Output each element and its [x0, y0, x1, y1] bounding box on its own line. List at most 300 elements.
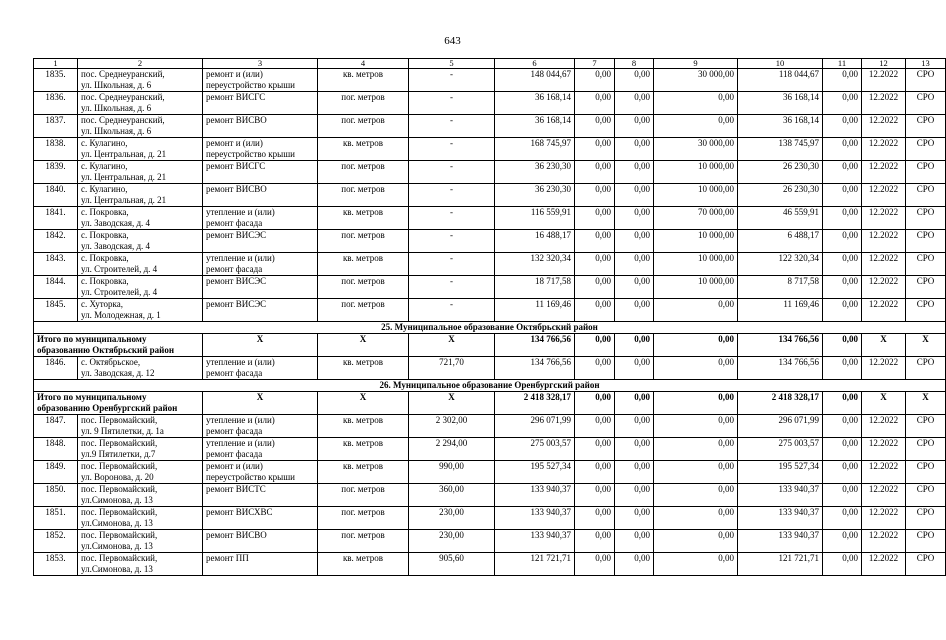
column-number-3: 3 [203, 59, 318, 69]
method-cell: СРО [906, 553, 946, 576]
address-cell-line-2: ул. Строителей, д. 4 [81, 287, 158, 297]
method-cell: СРО [906, 115, 946, 138]
subtotal-label-line-1: Итого по муниципальному [37, 334, 147, 344]
work-type-cell-line-2: ремонт фасада [206, 426, 263, 436]
work-type-cell-line-1: ремонт ВИСВО [206, 530, 267, 540]
volume-cell: 990,00 [409, 461, 495, 484]
col7-cell: 0,00 [575, 461, 615, 484]
work-type-cell-line-2: переустройство крыши [206, 149, 295, 159]
work-type-cell [203, 276, 318, 299]
col11-cell: 0,00 [823, 507, 862, 530]
col8-cell: 0,00 [615, 357, 654, 380]
address-cell-line-1: пос. Среднеуранский, [81, 115, 165, 125]
col7-cell: 0,00 [575, 276, 615, 299]
address-cell [78, 507, 203, 530]
work-type-cell [203, 507, 318, 530]
address-cell [78, 230, 203, 253]
table-row [34, 161, 946, 184]
col11-cell: 0,00 [823, 92, 862, 115]
col10-cell: 36 168,14 [738, 92, 823, 115]
unit-cell: кв. метров [318, 438, 409, 461]
address-cell-line-1: пос. Первомайский, [81, 415, 158, 425]
unit-cell: пог. метров [318, 184, 409, 207]
work-type-cell [203, 230, 318, 253]
col11-cell: 0,00 [823, 138, 862, 161]
deadline-cell: 12.2022 [862, 253, 906, 276]
col10-cell: 275 003,57 [738, 438, 823, 461]
col8-cell: 0,00 [615, 507, 654, 530]
column-number-7: 7 [575, 59, 615, 69]
row-number: 1840. [34, 184, 78, 207]
address-cell [78, 438, 203, 461]
unit-cell: пог. метров [318, 115, 409, 138]
table-row [34, 184, 946, 207]
unit-cell: пог. метров [318, 161, 409, 184]
col9-cell: 10 000,00 [654, 253, 738, 276]
table-row [34, 276, 946, 299]
unit-cell: кв. метров [318, 253, 409, 276]
unit-cell: кв. метров [318, 461, 409, 484]
subtotal-cell: 0,00 [654, 334, 738, 357]
page-number: 643 [444, 35, 461, 47]
address-cell-line-1: с. Покровка, [81, 276, 129, 286]
table-row [34, 438, 946, 461]
total-cost-cell: 36 230,30 [495, 161, 575, 184]
address-cell-line-2: ул. Воронова, д. 20 [81, 472, 154, 482]
volume-cell: - [409, 161, 495, 184]
subtotal-cell: X [203, 392, 318, 415]
deadline-cell: 12.2022 [862, 161, 906, 184]
row-number: 1844. [34, 276, 78, 299]
col8-cell: 0,00 [615, 530, 654, 553]
table-row [34, 69, 946, 92]
work-type-cell-line-2: ремонт фасада [206, 368, 263, 378]
column-number-10: 10 [738, 59, 823, 69]
col7-cell: 0,00 [575, 299, 615, 322]
col8-cell: 0,00 [615, 138, 654, 161]
col10-cell: 36 168,14 [738, 115, 823, 138]
method-cell: СРО [906, 415, 946, 438]
total-cost-cell: 121 721,71 [495, 553, 575, 576]
address-cell [78, 115, 203, 138]
col7-cell: 0,00 [575, 92, 615, 115]
method-cell: СРО [906, 138, 946, 161]
address-cell-line-1: пос. Первомайский, [81, 530, 158, 540]
deadline-cell: 12.2022 [862, 484, 906, 507]
col11-cell: 0,00 [823, 357, 862, 380]
col11-cell: 0,00 [823, 461, 862, 484]
total-cost-cell: 133 940,37 [495, 484, 575, 507]
address-cell [78, 253, 203, 276]
total-cost-cell: 296 071,99 [495, 415, 575, 438]
col7-cell: 0,00 [575, 115, 615, 138]
subtotal-cell: 0,00 [823, 392, 862, 415]
volume-cell: 2 294,00 [409, 438, 495, 461]
volume-cell: - [409, 92, 495, 115]
col11-cell: 0,00 [823, 230, 862, 253]
col8-cell: 0,00 [615, 161, 654, 184]
col9-cell: 30 000,00 [654, 69, 738, 92]
work-type-cell-line-2: ремонт фасада [206, 264, 263, 274]
total-cost-cell: 134 766,56 [495, 357, 575, 380]
work-type-cell [203, 438, 318, 461]
col10-cell: 26 230,30 [738, 184, 823, 207]
subtotal-cell: 2 418 328,17 [495, 392, 575, 415]
unit-cell: пог. метров [318, 484, 409, 507]
subtotal-cell: X [862, 334, 906, 357]
unit-cell: кв. метров [318, 207, 409, 230]
col8-cell: 0,00 [615, 230, 654, 253]
col9-cell: 0,00 [654, 92, 738, 115]
col11-cell: 0,00 [823, 207, 862, 230]
col10-cell: 133 940,37 [738, 530, 823, 553]
volume-cell: - [409, 230, 495, 253]
method-cell: СРО [906, 438, 946, 461]
column-number-5: 5 [409, 59, 495, 69]
capital-repair-table [33, 58, 946, 576]
col11-cell: 0,00 [823, 415, 862, 438]
total-cost-cell: 36 230,30 [495, 184, 575, 207]
unit-cell: пог. метров [318, 92, 409, 115]
unit-cell: кв. метров [318, 138, 409, 161]
col9-cell: 0,00 [654, 299, 738, 322]
work-type-cell-line-1: ремонт и (или) [206, 69, 263, 79]
work-type-cell [203, 530, 318, 553]
column-number-11: 11 [823, 59, 862, 69]
work-type-cell-line-2: ремонт фасада [206, 218, 263, 228]
col7-cell: 0,00 [575, 253, 615, 276]
total-cost-cell: 133 940,37 [495, 530, 575, 553]
table-row [34, 530, 946, 553]
address-cell [78, 415, 203, 438]
row-number: 1842. [34, 230, 78, 253]
deadline-cell: 12.2022 [862, 438, 906, 461]
work-type-cell [203, 69, 318, 92]
col11-cell: 0,00 [823, 530, 862, 553]
col11-cell: 0,00 [823, 553, 862, 576]
subtotal-cell: 0,00 [823, 334, 862, 357]
table-row [34, 115, 946, 138]
row-number: 1848. [34, 438, 78, 461]
column-number-12: 12 [862, 59, 906, 69]
address-cell-line-1: пос. Первомайский, [81, 553, 158, 563]
col8-cell: 0,00 [615, 484, 654, 507]
work-type-cell-line-1: ремонт ВИСТС [206, 484, 266, 494]
total-cost-cell: 195 527,34 [495, 461, 575, 484]
work-type-cell-line-1: ремонт ВИСГС [206, 92, 266, 102]
col8-cell: 0,00 [615, 69, 654, 92]
col8-cell: 0,00 [615, 92, 654, 115]
col10-cell: 6 488,17 [738, 230, 823, 253]
col8-cell: 0,00 [615, 276, 654, 299]
table-row [34, 357, 946, 380]
unit-cell: пог. метров [318, 230, 409, 253]
unit-cell: кв. метров [318, 553, 409, 576]
subtotal-cell: 0,00 [615, 392, 654, 415]
work-type-cell [203, 253, 318, 276]
unit-cell: пог. метров [318, 507, 409, 530]
subtotal-cell: 134 766,56 [738, 334, 823, 357]
row-number: 1839. [34, 161, 78, 184]
method-cell: СРО [906, 299, 946, 322]
subtotal-cell: 0,00 [575, 392, 615, 415]
subtotal-cell: X [203, 334, 318, 357]
work-type-cell-line-1: ремонт ВИСВО [206, 115, 267, 125]
table-row [34, 253, 946, 276]
unit-cell: кв. метров [318, 415, 409, 438]
total-cost-cell: 132 320,34 [495, 253, 575, 276]
row-number: 1850. [34, 484, 78, 507]
address-cell-line-2: ул.9 Пятилетки, д.7 [81, 449, 156, 459]
address-cell-line-1: пос. Первомайский, [81, 461, 158, 471]
deadline-cell: 12.2022 [862, 207, 906, 230]
address-cell [78, 461, 203, 484]
col9-cell: 0,00 [654, 530, 738, 553]
work-type-cell [203, 415, 318, 438]
col7-cell: 0,00 [575, 357, 615, 380]
table-row [34, 507, 946, 530]
address-cell-line-2: ул.Симонова, д. 13 [81, 541, 153, 551]
work-type-cell-line-1: утепление и (или) [206, 207, 275, 217]
table-row [34, 553, 946, 576]
col10-cell: 118 044,67 [738, 69, 823, 92]
col8-cell: 0,00 [615, 553, 654, 576]
subtotal-cell: X [409, 334, 495, 357]
col11-cell: 0,00 [823, 299, 862, 322]
subtotal-cell: X [409, 392, 495, 415]
col11-cell: 0,00 [823, 115, 862, 138]
work-type-cell [203, 161, 318, 184]
address-cell-line-1: с. Хуторка, [81, 299, 123, 309]
address-cell-line-1: пос. Первомайский, [81, 484, 158, 494]
volume-cell: 721,70 [409, 357, 495, 380]
unit-cell: пог. метров [318, 276, 409, 299]
method-cell: СРО [906, 276, 946, 299]
address-cell [78, 553, 203, 576]
col11-cell: 0,00 [823, 484, 862, 507]
row-number: 1836. [34, 92, 78, 115]
method-cell: СРО [906, 92, 946, 115]
deadline-cell: 12.2022 [862, 461, 906, 484]
method-cell: СРО [906, 461, 946, 484]
table-row [34, 299, 946, 322]
deadline-cell: 12.2022 [862, 184, 906, 207]
total-cost-cell: 275 003,57 [495, 438, 575, 461]
address-cell-line-2: ул. Школьная, д. 6 [81, 80, 152, 90]
work-type-cell [203, 461, 318, 484]
col11-cell: 0,00 [823, 184, 862, 207]
section-title: 26. Муниципальное образование Оренбургский район [34, 380, 946, 392]
col8-cell: 0,00 [615, 438, 654, 461]
section-heading [34, 380, 946, 392]
address-cell-line-1: пос. Среднеуранский, [81, 92, 165, 102]
col7-cell: 0,00 [575, 507, 615, 530]
row-number: 1846. [34, 357, 78, 380]
col9-cell: 0,00 [654, 461, 738, 484]
address-cell-line-2: ул. Центральная, д. 21 [81, 172, 167, 182]
total-cost-cell: 116 559,91 [495, 207, 575, 230]
work-type-cell [203, 484, 318, 507]
address-cell [78, 207, 203, 230]
work-type-cell-line-1: утепление и (или) [206, 415, 275, 425]
address-cell [78, 357, 203, 380]
col9-cell: 10 000,00 [654, 184, 738, 207]
unit-cell: пог. метров [318, 299, 409, 322]
volume-cell: 2 302,00 [409, 415, 495, 438]
column-number-row [34, 59, 946, 69]
col10-cell: 121 721,71 [738, 553, 823, 576]
row-number: 1852. [34, 530, 78, 553]
col10-cell: 138 745,97 [738, 138, 823, 161]
subtotal-cell: 0,00 [615, 334, 654, 357]
col10-cell: 8 717,58 [738, 276, 823, 299]
deadline-cell: 12.2022 [862, 230, 906, 253]
deadline-cell: 12.2022 [862, 553, 906, 576]
col8-cell: 0,00 [615, 461, 654, 484]
address-cell-line-1: с. Кулагино, [81, 184, 128, 194]
row-number: 1849. [34, 461, 78, 484]
col10-cell: 134 766,56 [738, 357, 823, 380]
column-number-1: 1 [34, 59, 78, 69]
work-type-cell [203, 138, 318, 161]
volume-cell: 905,60 [409, 553, 495, 576]
subtotal-label-line-2: образованию Оренбургский район [37, 403, 178, 413]
work-type-cell [203, 184, 318, 207]
col7-cell: 0,00 [575, 207, 615, 230]
col9-cell: 0,00 [654, 553, 738, 576]
deadline-cell: 12.2022 [862, 138, 906, 161]
work-type-cell-line-1: ремонт ВИСГС [206, 161, 266, 171]
volume-cell: - [409, 253, 495, 276]
volume-cell: 230,00 [409, 507, 495, 530]
col8-cell: 0,00 [615, 299, 654, 322]
deadline-cell: 12.2022 [862, 357, 906, 380]
subtotal-cell: X [318, 334, 409, 357]
method-cell: СРО [906, 507, 946, 530]
address-cell-line-2: ул.Симонова, д. 13 [81, 495, 153, 505]
total-cost-cell: 168 745,97 [495, 138, 575, 161]
volume-cell: - [409, 115, 495, 138]
address-cell-line-1: пос. Первомайский, [81, 507, 158, 517]
work-type-cell-line-2: переустройство крыши [206, 472, 295, 482]
col7-cell: 0,00 [575, 138, 615, 161]
work-type-cell [203, 115, 318, 138]
subtotal-row [34, 334, 946, 357]
address-cell-line-1: с. Октябрьское, [81, 357, 141, 367]
column-number-8: 8 [615, 59, 654, 69]
address-cell-line-2: ул. Школьная, д. 6 [81, 126, 152, 136]
subtotal-label [34, 334, 203, 357]
row-number: 1847. [34, 415, 78, 438]
subtotal-cell: 134 766,56 [495, 334, 575, 357]
address-cell-line-2: ул. Заводская, д. 12 [81, 368, 155, 378]
address-cell [78, 184, 203, 207]
col10-cell: 133 940,37 [738, 484, 823, 507]
address-cell [78, 138, 203, 161]
work-type-cell [203, 92, 318, 115]
column-number-13: 13 [906, 59, 946, 69]
work-type-cell [203, 207, 318, 230]
table-row [34, 92, 946, 115]
col9-cell: 0,00 [654, 438, 738, 461]
col10-cell: 133 940,37 [738, 507, 823, 530]
total-cost-cell: 16 488,17 [495, 230, 575, 253]
address-cell-line-2: ул. Центральная, д. 21 [81, 195, 167, 205]
column-number-9: 9 [654, 59, 738, 69]
work-type-cell [203, 357, 318, 380]
address-cell [78, 530, 203, 553]
subtotal-cell: X [906, 334, 946, 357]
subtotal-row [34, 392, 946, 415]
col10-cell: 26 230,30 [738, 161, 823, 184]
address-cell-line-2: ул. Школьная, д. 6 [81, 103, 152, 113]
work-type-cell-line-2: переустройство крыши [206, 80, 295, 90]
col7-cell: 0,00 [575, 161, 615, 184]
deadline-cell: 12.2022 [862, 69, 906, 92]
col9-cell: 0,00 [654, 115, 738, 138]
subtotal-label [34, 392, 203, 415]
address-cell-line-1: пос. Первомайский, [81, 438, 158, 448]
table-row [34, 461, 946, 484]
row-number: 1851. [34, 507, 78, 530]
col8-cell: 0,00 [615, 415, 654, 438]
address-cell [78, 276, 203, 299]
work-type-cell-line-1: ремонт ВИСЭС [206, 276, 267, 286]
deadline-cell: 12.2022 [862, 92, 906, 115]
volume-cell: - [409, 69, 495, 92]
row-number: 1841. [34, 207, 78, 230]
row-number: 1845. [34, 299, 78, 322]
address-cell-line-2: ул.Симонова, д. 13 [81, 518, 153, 528]
volume-cell: - [409, 138, 495, 161]
work-type-cell-line-1: ремонт и (или) [206, 138, 263, 148]
volume-cell: - [409, 299, 495, 322]
row-number: 1843. [34, 253, 78, 276]
col7-cell: 0,00 [575, 530, 615, 553]
col9-cell: 10 000,00 [654, 161, 738, 184]
work-type-cell-line-1: утепление и (или) [206, 357, 275, 367]
method-cell: СРО [906, 357, 946, 380]
total-cost-cell: 36 168,14 [495, 115, 575, 138]
table-row [34, 415, 946, 438]
total-cost-cell: 18 717,58 [495, 276, 575, 299]
col7-cell: 0,00 [575, 69, 615, 92]
col10-cell: 122 320,34 [738, 253, 823, 276]
subtotal-cell: X [906, 392, 946, 415]
work-type-cell-line-1: ремонт ВИСХВС [206, 507, 273, 517]
work-type-cell-line-1: ремонт и (или) [206, 461, 263, 471]
address-cell-line-2: ул. Заводская, д. 4 [81, 241, 151, 251]
col8-cell: 0,00 [615, 253, 654, 276]
work-type-cell-line-1: ремонт ВИСЭС [206, 299, 267, 309]
col10-cell: 296 071,99 [738, 415, 823, 438]
volume-cell: - [409, 276, 495, 299]
col8-cell: 0,00 [615, 207, 654, 230]
method-cell: СРО [906, 207, 946, 230]
method-cell: СРО [906, 530, 946, 553]
table-row [34, 207, 946, 230]
method-cell: СРО [906, 253, 946, 276]
address-cell-line-1: с. Покровка, [81, 230, 129, 240]
col9-cell: 0,00 [654, 484, 738, 507]
address-cell-line-2: ул. 9 Пятилетки, д. 1а [81, 426, 164, 436]
table-row [34, 230, 946, 253]
volume-cell: 230,00 [409, 530, 495, 553]
col9-cell: 0,00 [654, 415, 738, 438]
volume-cell: 360,00 [409, 484, 495, 507]
unit-cell: кв. метров [318, 357, 409, 380]
method-cell: СРО [906, 184, 946, 207]
